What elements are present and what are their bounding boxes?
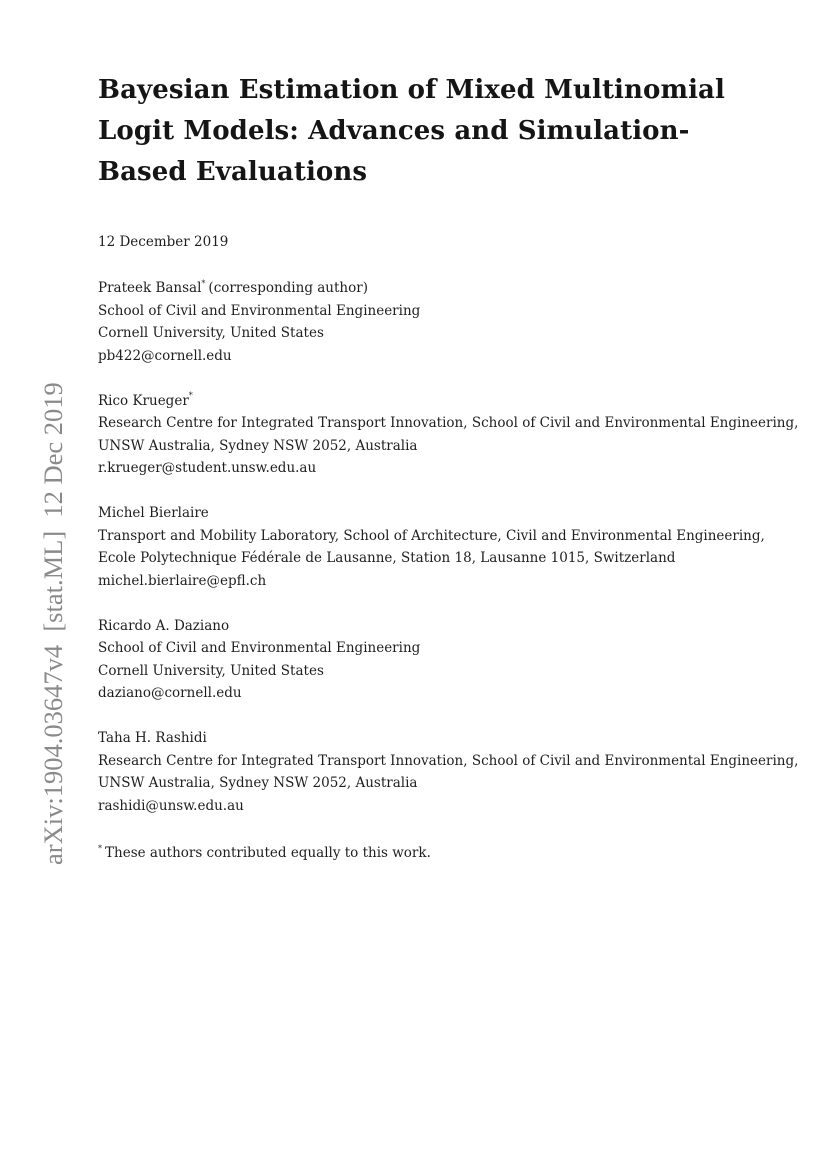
paper-title: Bayesian Estimation of Mixed Multinomial Logit Models: Advances and Simulation-Based Evaluations	[98, 75, 725, 187]
author-email: pb422@cornell.edu	[98, 347, 232, 364]
author-email: michel.bierlaire@epfl.ch	[98, 572, 267, 589]
author-name: Taha H. Rashidi	[98, 730, 207, 746]
author-affiliation: Cornell University, United States	[98, 662, 324, 679]
author-affiliation: School of Civil and Environmental Engineering	[98, 302, 421, 319]
author-email: rashidi@unsw.edu.au	[98, 797, 244, 814]
author-block	[98, 615, 798, 705]
author-affiliation: Transport and Mobility Laboratory, School of Architecture, Civil and Environmental Engineering,	[98, 527, 765, 544]
author-affiliation: UNSW Australia, Sydney NSW 2052, Australia	[98, 775, 418, 791]
author-name: Michel Bierlaire	[98, 505, 209, 521]
author-affiliation: School of Civil and Environmental Engineering	[98, 640, 421, 656]
author-note: (corresponding author)	[208, 280, 368, 296]
author-email: daziano@cornell.edu	[98, 685, 242, 701]
publication-date: 12 December 2019	[98, 234, 229, 250]
author-affiliation: Ecole Polytechnique Fédérale de Lausanne, Station 18, Lausanne 1015, Switzerland	[98, 550, 676, 566]
footnote-text: These authors contributed equally to this work.	[105, 845, 431, 861]
author-block	[98, 502, 798, 592]
footnote-mark: *	[98, 843, 102, 853]
author-name: Rico Krueger	[98, 392, 189, 409]
footnote	[98, 842, 431, 864]
author-name: Prateek Bansal	[98, 280, 202, 296]
author-list	[98, 277, 798, 840]
author-affiliation: Research Centre for Integrated Transport Innovation, School of Civil and Environmental Engineering,	[98, 752, 799, 769]
author-name-line	[98, 390, 798, 413]
author-block	[98, 390, 798, 480]
author-block	[98, 277, 798, 367]
author-name: Ricardo A. Daziano	[98, 617, 230, 634]
author-affiliation: Cornell University, United States	[98, 325, 324, 341]
author-affiliation: UNSW Australia, Sydney NSW 2052, Australia	[98, 437, 418, 454]
author-block	[98, 727, 798, 817]
author-affiliation: Research Centre for Integrated Transport Innovation, School of Civil and Environmental Engineering,	[98, 415, 799, 431]
arxiv-identifier-stamp: arXiv:1904.03647v4 [stat.ML] 12 Dec 2019	[38, 382, 68, 865]
equal-contribution-mark: *	[201, 278, 206, 288]
equal-contribution-mark: *	[188, 391, 193, 400]
author-name-line	[98, 277, 798, 300]
author-email: r.krueger@student.unsw.edu.au	[98, 460, 317, 476]
